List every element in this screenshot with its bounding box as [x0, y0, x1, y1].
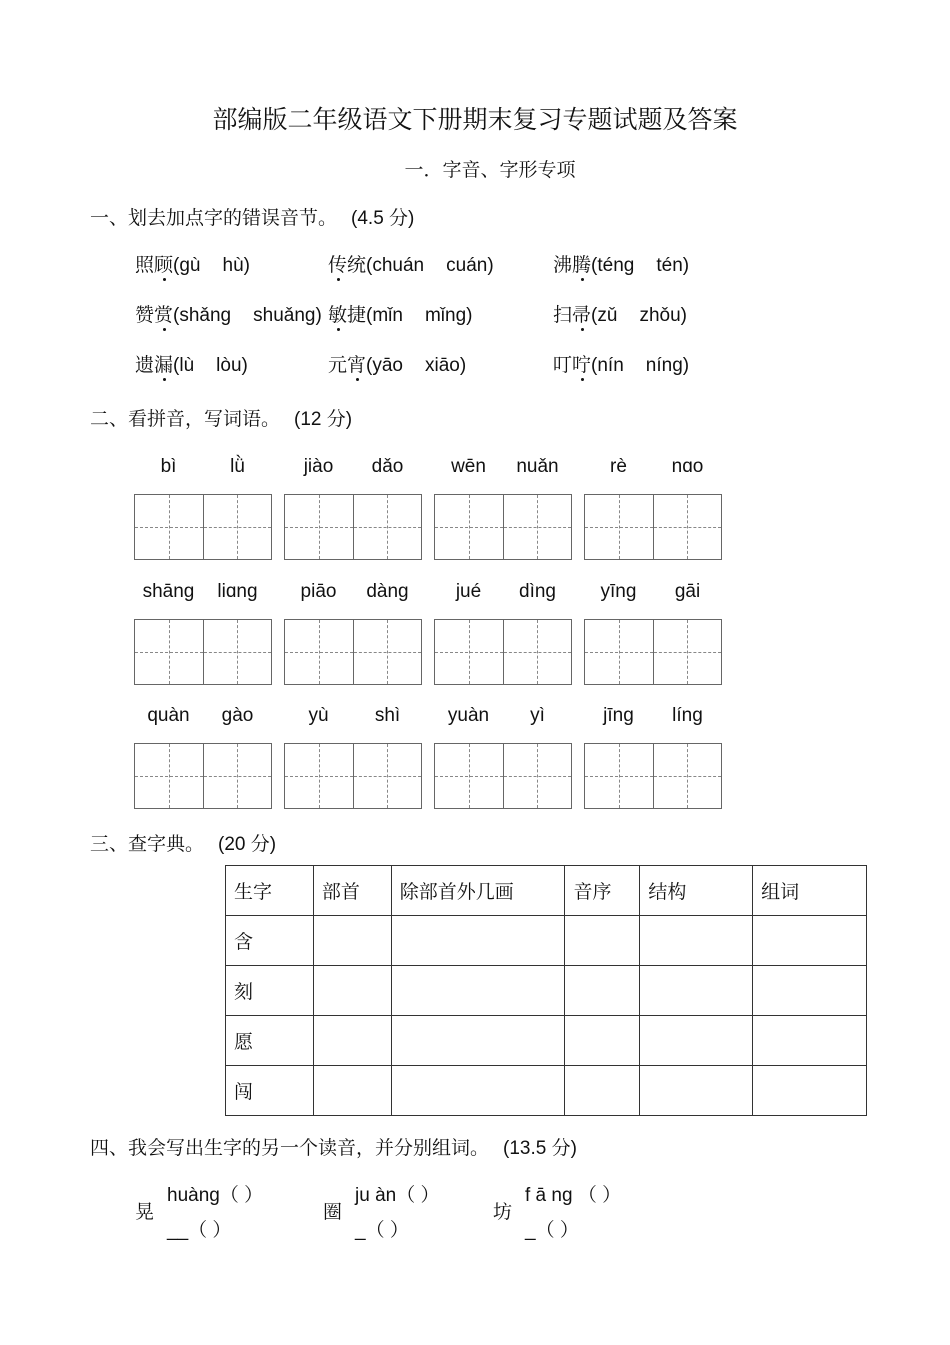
section4-score: (13.5 分) — [503, 1138, 577, 1159]
dotted-char: 顾 — [154, 254, 174, 276]
pinyin-option-2[interactable]: shuǎng) — [253, 305, 322, 326]
pinyin-label: dǎo — [371, 456, 404, 477]
pinyin-label: nuǎn — [516, 456, 559, 477]
pinyin-label: jué — [455, 581, 482, 602]
polyphone-blank[interactable]: _（ ） — [525, 1220, 579, 1241]
pinyin-choice-item — [328, 250, 494, 277]
char-cell: 愿 — [226, 1016, 314, 1066]
writing-cell[interactable] — [135, 495, 203, 559]
writing-cell[interactable] — [203, 744, 272, 808]
item-word — [135, 254, 173, 276]
writing-grid — [134, 743, 272, 809]
pinyin-option-1[interactable]: (mǐn — [366, 305, 403, 326]
pinyin-label: yuàn — [447, 705, 490, 726]
table-header-cell: 音序 — [565, 866, 640, 916]
pinyin-option-1[interactable]: (téng — [591, 255, 635, 276]
pinyin-label: dìng — [519, 581, 556, 602]
item-word — [328, 354, 366, 376]
writing-cell[interactable] — [435, 620, 503, 684]
answer-cell[interactable] — [391, 916, 565, 966]
pinyin-option-1[interactable]: (lù — [173, 355, 195, 376]
item-word — [328, 304, 366, 326]
writing-cell[interactable] — [135, 744, 203, 808]
writing-cell[interactable] — [285, 495, 353, 559]
answer-cell[interactable] — [565, 1066, 640, 1116]
pinyin-option-2[interactable]: lòu) — [216, 355, 248, 376]
writing-grid — [284, 743, 422, 809]
pinyin-label: gāi — [674, 581, 701, 602]
dotted-char: 咛 — [572, 354, 592, 376]
item-word — [553, 254, 591, 276]
char: 照 — [135, 254, 155, 276]
polyphone-blank[interactable]: _（ ） — [355, 1220, 409, 1241]
pinyin-label: jiào — [303, 456, 334, 477]
pinyin-label: quàn — [147, 705, 190, 726]
writing-cell[interactable] — [285, 620, 353, 684]
dotted-char: 敏 — [328, 304, 348, 326]
answer-cell[interactable] — [753, 1066, 867, 1116]
writing-cell[interactable] — [353, 744, 422, 808]
writing-grid — [434, 619, 572, 685]
pinyin-option-2[interactable]: mǐng) — [424, 305, 473, 326]
pinyin-option-1[interactable]: (gù — [173, 255, 201, 276]
writing-grid — [434, 494, 572, 560]
writing-cell[interactable] — [503, 495, 572, 559]
char-cell: 含 — [226, 916, 314, 966]
pinyin-option-1[interactable]: (chuán — [366, 255, 425, 276]
writing-cell[interactable] — [285, 744, 353, 808]
writing-cell[interactable] — [585, 620, 653, 684]
pinyin-choice-item — [328, 300, 473, 327]
pinyin-label: bì — [160, 456, 177, 477]
char: 捷 — [347, 304, 367, 326]
answer-cell[interactable] — [313, 1016, 391, 1066]
pinyin-option-2[interactable]: tén) — [656, 255, 690, 276]
pinyin-option-2[interactable]: hù) — [222, 255, 250, 276]
answer-cell[interactable] — [313, 916, 391, 966]
section2-score: (12 分) — [294, 409, 353, 430]
char: 元 — [328, 354, 348, 376]
pinyin-label: dàng — [366, 581, 409, 602]
pinyin-label: rè — [610, 456, 627, 477]
table-row — [226, 916, 867, 966]
pinyin-option-1[interactable]: (nín — [591, 355, 624, 376]
table-header-row — [226, 866, 867, 916]
dotted-char: 赏 — [154, 304, 174, 326]
pinyin-label: yīng — [600, 581, 637, 602]
table-header-cell: 结构 — [640, 866, 753, 916]
polyphone-pinyin[interactable]: ju àn（ ） — [355, 1185, 440, 1206]
answer-cell[interactable] — [640, 966, 753, 1016]
section2-title: 二、看拼音，写词语。 — [90, 408, 281, 430]
section3-score: (20 分) — [218, 834, 277, 855]
polyphone-pinyin[interactable]: huàng（ ） — [167, 1185, 264, 1206]
pinyin-label: nɑo — [671, 456, 704, 477]
writing-grid — [284, 494, 422, 560]
item-word — [553, 304, 591, 326]
table-row — [226, 966, 867, 1016]
writing-grid — [134, 619, 272, 685]
pinyin-choice-item — [553, 250, 689, 277]
table-row — [226, 1016, 867, 1066]
answer-cell[interactable] — [565, 916, 640, 966]
writing-cell[interactable] — [135, 620, 203, 684]
answer-cell[interactable] — [640, 1016, 753, 1066]
char: 沸 — [553, 254, 573, 276]
pinyin-option-1[interactable]: (zǔ — [591, 305, 618, 326]
pinyin-label: liɑng — [217, 581, 258, 602]
pinyin-choice-item — [328, 350, 466, 377]
pinyin-choice-item — [553, 300, 687, 327]
item-word — [135, 354, 173, 376]
writing-grid — [284, 619, 422, 685]
writing-cell[interactable] — [653, 620, 722, 684]
writing-grid — [134, 494, 272, 560]
pinyin-option-2[interactable]: zhǒu) — [639, 305, 687, 326]
writing-cell[interactable] — [503, 744, 572, 808]
pinyin-label: wēn — [451, 456, 486, 477]
pinyin-label: lǜ — [230, 456, 245, 477]
item-word — [553, 354, 591, 376]
answer-cell[interactable] — [391, 1066, 565, 1116]
pinyin-option-2[interactable]: níng) — [645, 355, 690, 376]
writing-cell[interactable] — [353, 620, 422, 684]
answer-cell[interactable] — [753, 966, 867, 1016]
table-header-cell: 生字 — [226, 866, 314, 916]
pinyin-option-1[interactable]: (yāo — [366, 355, 403, 376]
pinyin-choice-item — [135, 300, 322, 327]
writing-cell[interactable] — [203, 620, 272, 684]
section4-heading — [90, 1133, 577, 1160]
dotted-char: 腾 — [572, 254, 592, 276]
section3-heading — [90, 829, 276, 856]
answer-cell[interactable] — [640, 1066, 753, 1116]
pinyin-option-2[interactable]: cuán) — [446, 255, 494, 276]
writing-cell[interactable] — [203, 495, 272, 559]
polyphone-char: 坊 — [493, 1201, 513, 1223]
section2-heading — [90, 404, 352, 431]
pinyin-label: yù — [308, 705, 329, 726]
pinyin-option-2[interactable]: xiāo) — [425, 355, 467, 376]
pinyin-choice-item — [135, 250, 250, 277]
answer-cell[interactable] — [391, 1016, 565, 1066]
polyphone-pinyin[interactable]: f ā ng （ ） — [525, 1185, 622, 1206]
pinyin-label: shāng — [142, 581, 195, 602]
answer-cell[interactable] — [565, 966, 640, 1016]
writing-grid — [584, 743, 722, 809]
table-row — [226, 1066, 867, 1116]
pinyin-label: líng — [672, 705, 703, 726]
section4-title: 四、我会写出生字的另一个读音，并分别组词。 — [90, 1137, 490, 1159]
section1-title: 一、划去加点字的错误音节。 — [90, 207, 338, 229]
table-header-cell: 除部首外几画 — [391, 866, 565, 916]
writing-grid — [584, 494, 722, 560]
table-header-cell: 部首 — [313, 866, 391, 916]
item-word — [135, 304, 173, 326]
dotted-char: 宵 — [347, 354, 367, 376]
pinyin-choice-item — [553, 350, 689, 377]
polyphone-blank[interactable]: __（ ） — [167, 1220, 232, 1241]
writing-grid — [434, 743, 572, 809]
pinyin-label: yì — [530, 705, 545, 726]
writing-cell[interactable] — [503, 620, 572, 684]
answer-cell[interactable] — [753, 1016, 867, 1066]
writing-cell[interactable] — [585, 744, 653, 808]
writing-cell[interactable] — [435, 744, 503, 808]
dotted-char: 帚 — [572, 304, 592, 326]
writing-cell[interactable] — [653, 495, 722, 559]
answer-cell[interactable] — [313, 1066, 391, 1116]
writing-cell[interactable] — [435, 495, 503, 559]
char: 扫 — [553, 304, 573, 326]
pinyin-option-1[interactable]: (shǎng — [173, 305, 232, 326]
page-title: 部编版二年级语文下册期末复习专题试题及答案 — [212, 105, 738, 134]
page-subtitle: 一．字音、字形专项 — [404, 159, 576, 181]
section3-title: 三、查字典。 — [90, 833, 205, 855]
dictionary-table — [225, 865, 867, 1116]
writing-cell[interactable] — [653, 744, 722, 808]
section1-heading — [90, 203, 414, 230]
pinyin-label: shì — [374, 705, 401, 726]
pinyin-label: gào — [221, 705, 254, 726]
dotted-char: 传 — [328, 254, 348, 276]
pinyin-label: jīng — [603, 705, 634, 726]
char-cell: 刻 — [226, 966, 314, 1016]
polyphone-char: 晃 — [135, 1201, 155, 1223]
writing-grid — [584, 619, 722, 685]
answer-cell[interactable] — [391, 966, 565, 1016]
answer-cell[interactable] — [313, 966, 391, 1016]
answer-cell[interactable] — [753, 916, 867, 966]
writing-cell[interactable] — [353, 495, 422, 559]
section1-score: (4.5 分) — [351, 208, 415, 229]
char: 遗 — [135, 354, 155, 376]
char: 赞 — [135, 304, 155, 326]
table-header-cell: 组词 — [753, 866, 867, 916]
writing-cell[interactable] — [585, 495, 653, 559]
char-cell: 闯 — [226, 1066, 314, 1116]
pinyin-choice-item — [135, 350, 248, 377]
dotted-char: 漏 — [154, 354, 174, 376]
char: 叮 — [553, 354, 573, 376]
item-word — [328, 254, 366, 276]
answer-cell[interactable] — [640, 916, 753, 966]
polyphone-char: 圈 — [323, 1201, 343, 1223]
pinyin-label: piāo — [300, 581, 337, 602]
char: 统 — [347, 254, 367, 276]
answer-cell[interactable] — [565, 1016, 640, 1066]
